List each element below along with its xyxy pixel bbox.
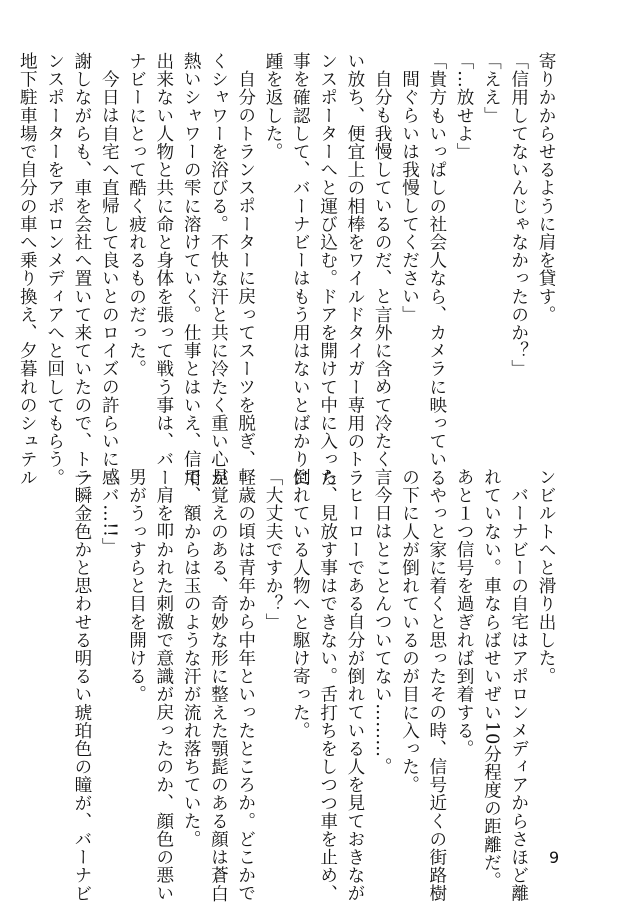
text-column: 謝しながらも、車を会社へ置いて来ていたので、トラ bbox=[71, 52, 92, 487]
text-column: 熱いシャワーの雫に溶けていく。仕事とはいえ、信用 bbox=[181, 52, 202, 487]
text-column: 「ええ」 bbox=[481, 52, 502, 125]
text-column: 地下駐車場で自分の車へ乗り換え、夕暮れのシュテル bbox=[17, 52, 38, 487]
text-column: 肩を叩かれた刺激で意識が戻ったのか、顔色の悪い bbox=[153, 485, 174, 902]
text-column: 「信用してないんじゃなかったのか？」 bbox=[508, 52, 529, 378]
text-column: 自分のトランスポーターに戻ってスーツを脱ぎ、軽 bbox=[235, 69, 256, 486]
text-column: ンビルトへと滑り出した。 bbox=[536, 468, 556, 686]
text-column: で、額からは玉のような汗が流れ落ちていた。 bbox=[181, 468, 202, 849]
text-column: 寄りかからせるように肩を貸す。 bbox=[536, 52, 556, 324]
text-column: ナビーにとって酷く疲れるものだった。 bbox=[126, 52, 147, 378]
text-column: い放ち、便宜上の相棒をワイルドタイガー専用のトラ bbox=[344, 52, 365, 487]
text-column: れていない。車ならばせいぜい10分程度の距離だ。 bbox=[481, 468, 502, 890]
text-column: くシャワーを浴びる。不快な汗と共に冷たく重い心が bbox=[208, 52, 229, 487]
text-column: 歳の頃は青年から中年といったところか。どこかで bbox=[235, 485, 256, 902]
text-column: ンスポーターをアポロンメディアへと回してもらう。 bbox=[44, 52, 65, 487]
text-column: の下に人が倒れているのが目に入った。 bbox=[399, 468, 420, 794]
text-column: 「貴方もいっぱしの社会人なら、カメラに映っている bbox=[426, 52, 447, 487]
text-column: 間ぐらいは我慢してください」 bbox=[399, 69, 420, 323]
text-column: 「バ…!!」 bbox=[99, 468, 120, 556]
text-column: 一瞬金色かと思わせる明るい琥珀色の瞳が、バーナビ bbox=[71, 468, 92, 902]
text-column: 男がうっすらと目を開ける。 bbox=[126, 468, 147, 704]
text-column: 踵を返した。 bbox=[263, 52, 284, 161]
text-column: 事を確認して、バーナビーはもう用はないとばかりに bbox=[290, 52, 311, 487]
text-column: ら、見放す事はできない。舌打ちをしつつ車を止め、 bbox=[317, 468, 338, 902]
text-column: 出来ない人物と共に命と身体を張って戦う事は、バー bbox=[153, 52, 174, 487]
text-column: やっと家に着くと思ったその時、信号近くの街路樹 bbox=[426, 485, 447, 902]
page-number: 9 bbox=[549, 848, 560, 867]
text-column: 自分も我慢しているのだ、と言外に含めて冷たく言 bbox=[372, 69, 393, 486]
text-column: ンスポーターへと運び込む。ドアを開けて中に入った bbox=[317, 52, 338, 487]
text-column: あと１つ信号を過ぎれば到着する。 bbox=[454, 468, 475, 758]
text-column: 今日は自宅へ直帰して良いとのロイズの許らいに感 bbox=[99, 69, 120, 486]
upper-text-block bbox=[13, 52, 559, 487]
text-column: 「大丈夫ですか？」 bbox=[263, 468, 284, 631]
lower-text-block bbox=[68, 468, 559, 902]
text-column: 「…放せよ」 bbox=[454, 52, 475, 161]
text-column: バーナビーの自宅はアポロンメディアからさほど離 bbox=[508, 485, 529, 902]
text-column: 今日はとことんついてない………。 bbox=[372, 485, 393, 776]
text-column: 倒れている人物へと駆け寄った。 bbox=[290, 468, 311, 740]
text-column: 見覚えのある、奇妙な形に整えた顎髭のある顔は蒼白 bbox=[208, 468, 229, 902]
text-column: ヒーローである自分が倒れている人を見ておきなが bbox=[344, 485, 365, 902]
